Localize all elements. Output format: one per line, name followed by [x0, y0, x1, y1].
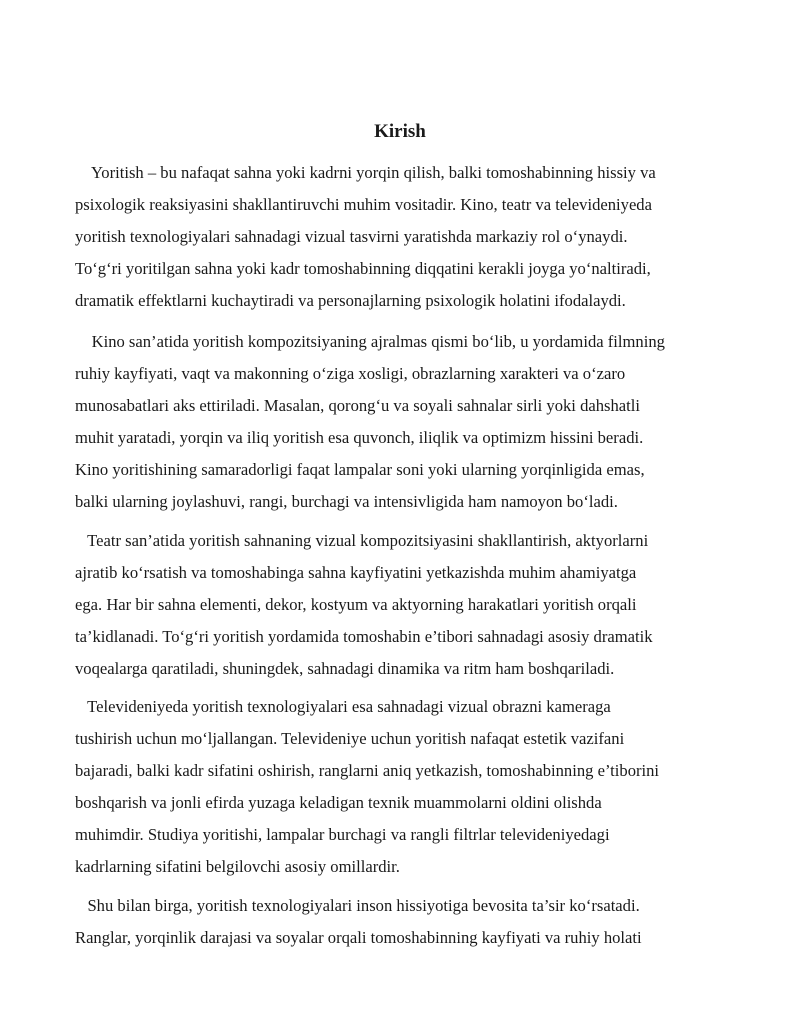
text-line: dramatik effektlarni kuchaytiradi va personajlarning psixologik holatini ifodalaydi. [75, 291, 626, 310]
text-line: Yoritish – bu nafaqat sahna yoki kadrni yorqin qilish, balki tomoshabinning hissiy va [75, 163, 656, 182]
text-line: balki ularning joylashuvi, rangi, burchagi va intensivligida ham namoyon bo‘ladi. [75, 492, 618, 511]
text-line: Shu bilan birga, yoritish texnologiyalari inson hissiyotiga bevosita ta’sir ko‘rsatadi. [75, 896, 640, 915]
text-line: munosabatlari aks ettiriladi. Masalan, qorong‘u va soyali sahnalar sirli yoki dahshatli [75, 396, 640, 415]
text-line: Ranglar, yorqinlik darajasi va soyalar orqali tomoshabinning kayfiyati va ruhiy holati [75, 928, 642, 947]
paragraph-intro [75, 157, 735, 317]
text-line: yoritish texnologiyalari sahnadagi vizual tasvirni yaratishda markaziy rol o‘ynaydi. [75, 227, 628, 246]
paragraph-cinema [75, 326, 735, 518]
paragraph-television [75, 691, 735, 883]
text-line: Televideniyeda yoritish texnologiyalari esa sahnadagi vizual obrazni kameraga [75, 697, 611, 716]
text-line: muhit yaratadi, yorqin va iliq yoritish esa quvonch, iliqlik va optimizm hissini beradi. [75, 428, 644, 447]
text-line: voqealarga qaratiladi, shuningdek, sahnadagi dinamika va ritm ham boshqariladi. [75, 659, 615, 678]
text-line: Kino yoritishining samaradorligi faqat lampalar soni yoki ularning yorqinligida emas, [75, 460, 645, 479]
text-line: muhimdir. Studiya yoritishi, lampalar burchagi va rangli filtrlar televideniyedagi [75, 825, 610, 844]
text-line: bajaradi, balki kadr sifatini oshirish, ranglarni aniq yetkazish, tomoshabinning e’tiborini [75, 761, 660, 780]
paragraph-emotion [75, 890, 735, 954]
text-line: kadrlarning sifatini belgilovchi asosiy omillardir. [75, 857, 400, 876]
text-line: tushirish uchun mo‘ljallangan. Televideniye uchun yoritish nafaqat estetik vazifani [75, 729, 625, 748]
paragraph-theatre [75, 525, 735, 685]
text-line: Kino san’atida yoritish kompozitsiyaning ajralmas qismi bo‘lib, u yordamida filmning [75, 332, 665, 351]
text-line: Teatr san’atida yoritish sahnaning vizual kompozitsiyasini shakllantirish, aktyorlarni [75, 531, 649, 550]
text-line: psixologik reaksiyasini shakllantiruvchi muhim vositadir. Kino, teatr va televideniyeda [75, 195, 652, 214]
text-line: boshqarish va jonli efirda yuzaga keladigan texnik muammolarni oldini olishda [75, 793, 602, 812]
text-line: ta’kidlanadi. To‘g‘ri yoritish yordamida tomoshabin e’tibori sahnadagi asosiy dramatik [75, 627, 653, 646]
text-line: ega. Har bir sahna elementi, dekor, kostyum va aktyorning harakatlari yoritish orqali [75, 595, 637, 614]
text-line: ruhiy kayfiyati, vaqt va makonning o‘ziga xosligi, obrazlarning xarakteri va o‘zaro [75, 364, 626, 383]
page-title: Kirish [374, 121, 426, 142]
text-line: ajratib ko‘rsatish va tomoshabinga sahna kayfiyatini yetkazishda muhim ahamiyatga [75, 563, 637, 582]
text-line: To‘g‘ri yoritilgan sahna yoki kadr tomoshabinning diqqatini kerakli joyga yo‘naltiradi, [75, 259, 651, 278]
